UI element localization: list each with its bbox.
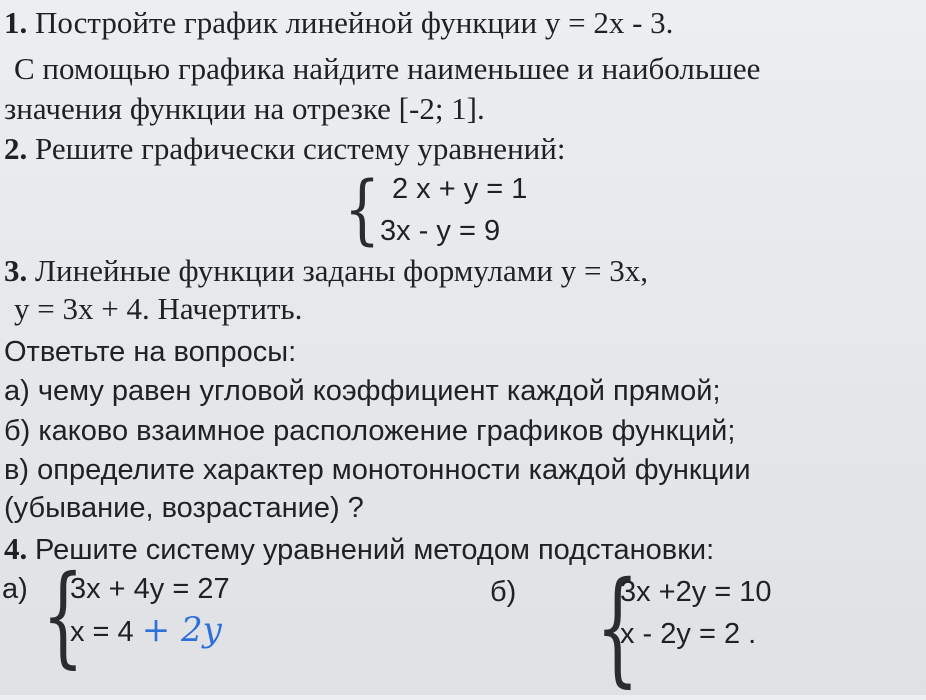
task1-line3: значения функции на отрезке [-2; 1]. bbox=[4, 91, 485, 126]
handwritten-annotation: + 2y bbox=[141, 610, 222, 650]
task4-b-system-brace: { bbox=[595, 556, 640, 700]
task4-b-equation-2: х - 2у = 2 . bbox=[620, 618, 757, 650]
task3-number: 3. bbox=[4, 253, 28, 288]
task2-system-brace: { bbox=[344, 164, 381, 253]
task3-question-a: а) чему равен угловой коэффициент каждой прямой; bbox=[4, 375, 721, 407]
task3-line2: у = 3х + 4. Начертить. bbox=[14, 291, 303, 326]
task3-question-b: б) каково взаимное расположение графиков функций; bbox=[4, 415, 736, 447]
task2-line bbox=[4, 130, 565, 168]
task3-question-c: в) определите характер монотонности каждой функции bbox=[4, 454, 751, 486]
task1-text: Постройте график линейной функции у = 2х - 3. bbox=[35, 5, 674, 40]
task3-question-c-cont: (убывание, возрастание) ? bbox=[4, 492, 364, 524]
task1-line1 bbox=[4, 4, 673, 42]
task4-a-equation-2-text: х = 4 bbox=[70, 616, 134, 648]
task3-questions-title: Ответьте на вопросы: bbox=[4, 336, 297, 368]
task2-equation-2: 3х - у = 9 bbox=[380, 215, 501, 247]
task4-b-equation-1: 3х +2у = 10 bbox=[620, 576, 772, 608]
task4-a-system-brace: { bbox=[42, 551, 84, 679]
task4-number: 4. bbox=[4, 531, 28, 566]
task2-number: 2. bbox=[4, 131, 28, 166]
task1-line2: С помощью графика найдите наименьшее и наибольшее bbox=[14, 51, 761, 86]
task4-b-label: б) bbox=[490, 576, 517, 608]
task3-text: Линейные функции заданы формулами у = 3х, bbox=[35, 253, 648, 288]
task4-a-equation-1: 3х + 4у = 27 bbox=[70, 573, 230, 605]
task2-equation-1: 2 х + у = 1 bbox=[392, 173, 528, 205]
task4-a-label: а) bbox=[2, 573, 28, 605]
task3-line1 bbox=[4, 252, 648, 290]
task4-a-equation-2 bbox=[70, 610, 222, 650]
task2-text: Решите графически систему уравнений: bbox=[35, 131, 566, 166]
task4-text: Решите систему уравнений методом подстановки: bbox=[35, 534, 715, 566]
task1-number: 1. bbox=[4, 5, 28, 40]
